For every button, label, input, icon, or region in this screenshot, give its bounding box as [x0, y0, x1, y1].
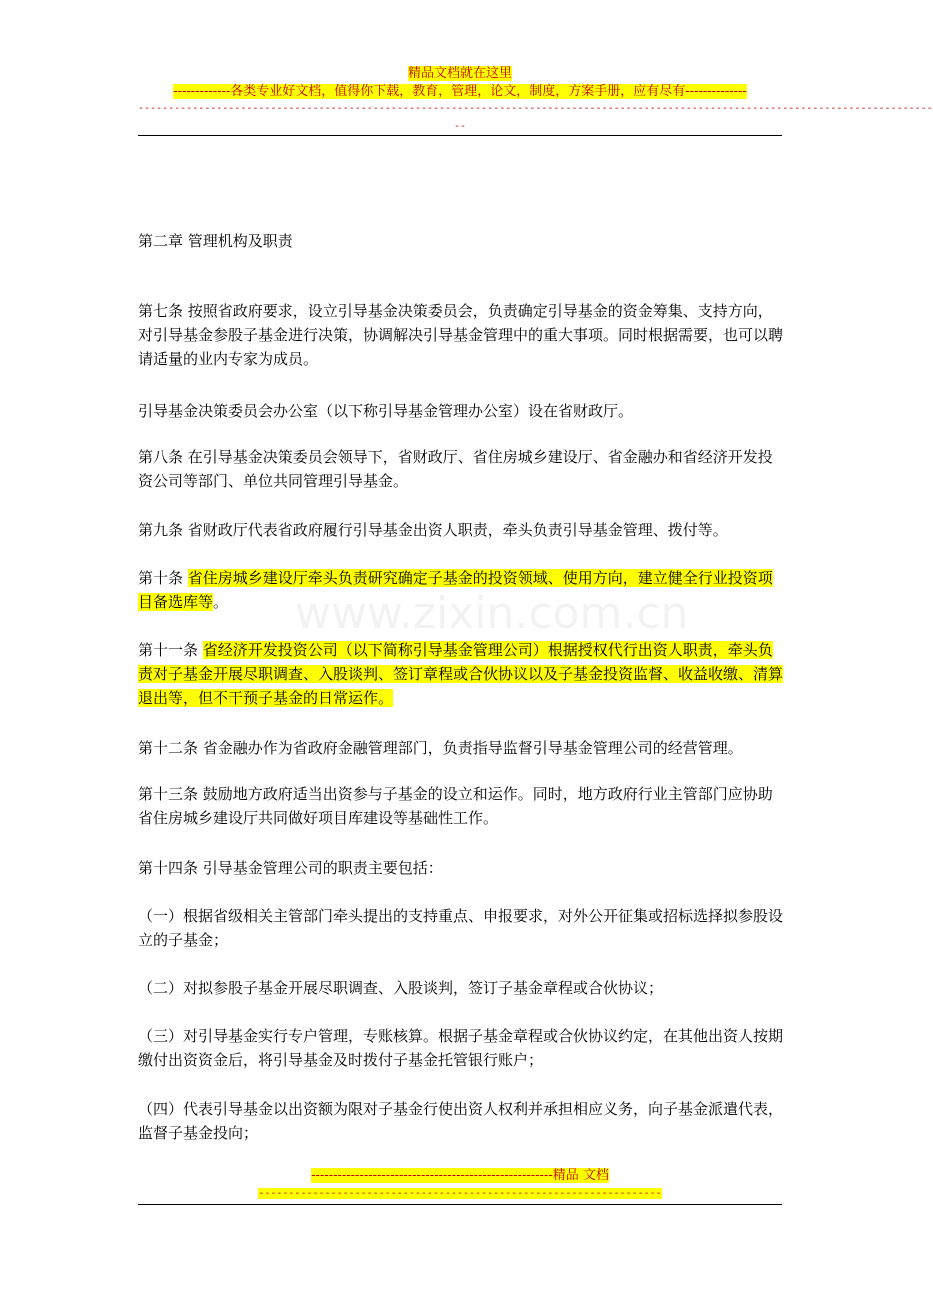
article-9	[138, 518, 783, 542]
duty-item-3	[138, 1024, 783, 1072]
footer-line-1	[0, 1168, 920, 1184]
committee-office-text: 引导基金决策委员会办公室（以下称引导基金管理办公室）设在省财政厅。	[138, 402, 634, 420]
article-8	[138, 445, 783, 493]
header-title	[0, 66, 920, 82]
article-12-text: 第十二条 省金融办作为省政府金融管理部门，负责指导监督引导基金管理公司的经营管理。	[138, 739, 743, 757]
duty-item-2	[138, 976, 783, 1000]
chapter-title	[138, 229, 783, 253]
article-10-highlight: 省住房城乡建设厅牵头负责研究确定子基金的投资领域、使用方向，建立健全行业投资项目备选库等	[138, 569, 773, 611]
article-12	[138, 736, 783, 760]
duty-item-2-text: （二）对拟参股子基金开展尽职调查、入股谈判，签订子基金章程或合伙协议；	[138, 979, 664, 997]
header-dashes: ------------------------------------------------------------------------------------------------------------------------------------	[138, 103, 933, 114]
article-13-text: 第十三条 鼓励地方政府适当出资参与子基金的设立和运作。同时，地方政府行业主管部门应协助省住房城乡建设厅共同做好项目库建设等基础性工作。	[138, 785, 773, 827]
footer-line-2-text: -------------------------------------------------------------------	[258, 1188, 662, 1199]
header-subtitle-text: -------------各类专业好文档，值得你下载，教育，管理，论文，制度，方案手册，应有尽有--------------	[173, 84, 747, 99]
footer-line-2	[0, 1187, 920, 1201]
duty-item-1	[138, 904, 783, 952]
footer-line-1-text: -------------------------------------------------------精品 文档	[311, 1168, 609, 1183]
article-14	[138, 856, 783, 880]
duty-item-4	[138, 1097, 783, 1145]
duty-item-3-text: （三）对引导基金实行专户管理，专账核算。根据子基金章程或合伙协议约定，在其他出资人按期缴付出资资金后，将引导基金及时拨付子基金托管银行账户；	[138, 1027, 784, 1069]
article-10-label: 第十条	[138, 569, 188, 587]
footer-rule	[138, 1204, 782, 1205]
duty-item-4-text: （四）代表引导基金以出资额为限对子基金行使出资人权利并承担相应义务，向子基金派遣代表，监督子基金投向；	[138, 1100, 784, 1142]
header-dashes-continued: --	[453, 121, 467, 132]
article-9-text: 第九条 省财政厅代表省政府履行引导基金出资人职责，牵头负责引导基金管理、拨付等。	[138, 521, 728, 539]
article-7-text: 第七条 按照省政府要求，设立引导基金决策委员会，负责确定引导基金的资金筹集、支持方向，对引导基金参股子基金进行决策，协调解决引导基金管理中的重大事项。同时根据需要，也可以聘请适量的业内专家为成员。	[138, 302, 784, 368]
duty-item-1-text: （一）根据省级相关主管部门牵头提出的支持重点、申报要求，对外公开征集或招标选择拟参股设立的子基金；	[138, 907, 784, 949]
article-8-text: 第八条 在引导基金决策委员会领导下，省财政厅、省住房城乡建设厅、省金融办和省经济开发投资公司等部门、单位共同管理引导基金。	[138, 448, 773, 490]
article-14-text: 第十四条 引导基金管理公司的职责主要包括：	[138, 859, 443, 877]
header-rule	[138, 135, 782, 136]
article-10-end: 。	[213, 593, 229, 611]
article-7	[138, 299, 783, 371]
article-13	[138, 782, 783, 830]
chapter-title-text: 第二章 管理机构及职责	[138, 232, 293, 250]
watermark: www.zixin.com.cn	[295, 588, 689, 639]
header-title-text: 精品文档就在这里	[407, 66, 512, 81]
article-11-highlight: 省经济开发投资公司（以下简称引导基金管理公司）根据授权代行出资人职责，牵头负责对子基金开展尽职调查、入股谈判、签订章程或合伙协议以及子基金投资监督、收益收缴、清算退出等，但不干预子基金的日常运作。	[138, 641, 784, 707]
article-11-label: 第十一条	[138, 641, 203, 659]
article-11	[138, 638, 783, 710]
header-subtitle	[0, 84, 920, 100]
committee-office-paragraph	[138, 399, 783, 423]
article-10	[138, 566, 783, 614]
